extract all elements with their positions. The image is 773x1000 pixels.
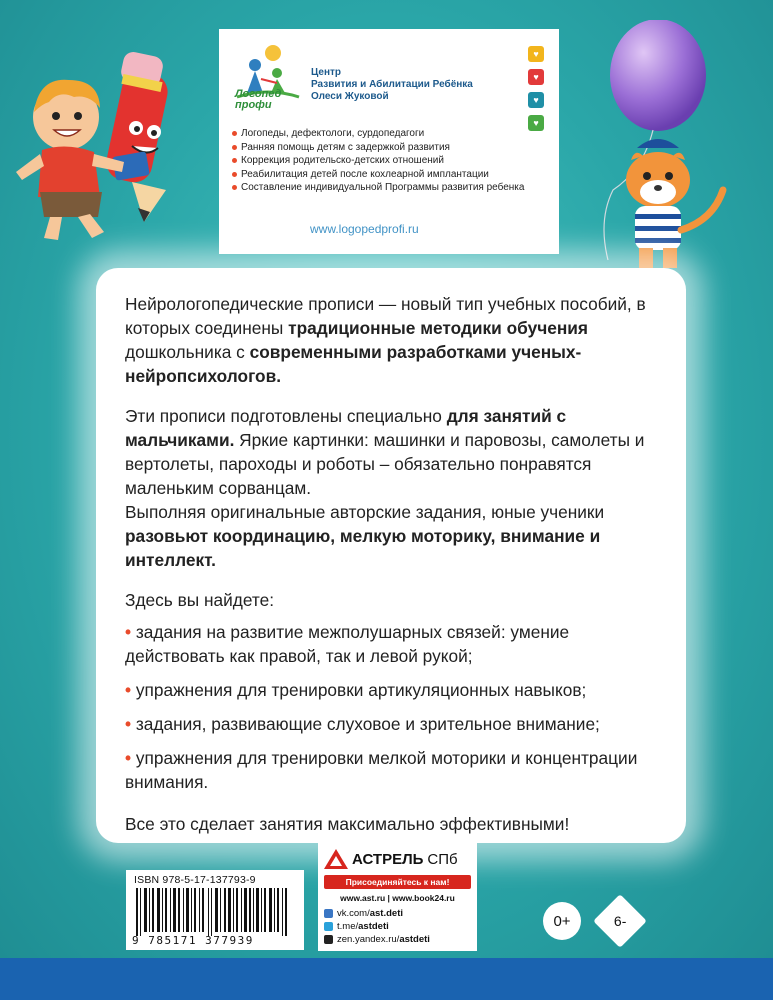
barcode-icon [134,888,294,936]
tiger-character [626,139,723,268]
bullet-item: • задания, развивающие слуховое и зрительное внимание; [125,714,600,734]
tiger-with-balloon-illustration [573,20,773,270]
join-banner: Присоединяйтесь к нам! [324,875,471,889]
service-item: Коррекция родительско-детских отношений [231,154,541,168]
social-links [324,907,471,946]
telegram-icon [324,922,333,931]
bullet-dot-icon: • [125,680,132,700]
bullet-item: • задания на развитие межполушарных связей: умение действовать как правой, так и левой рукой; [125,622,570,666]
social-vk[interactable]: vk.com/ast.deti [324,907,471,920]
publisher-block [318,843,477,951]
heart-icon: ♥ [528,92,544,108]
balloon [610,20,706,131]
publisher-sites[interactable]: www.ast.ru | www.book24.ru [340,893,455,903]
age-rating-diamond-badge: 6- [593,894,647,948]
publisher-name: АСТРЕЛЬ [352,850,424,868]
barcode-digits: 9 785171 377939 [132,934,254,947]
description-text [125,292,665,852]
publisher-logo [324,849,471,869]
center-line-1: Центр [311,67,342,78]
bottom-strip [0,958,773,1000]
center-title [311,67,473,103]
bullet-dot-icon: • [125,622,132,642]
heart-icon: ♥ [528,115,544,131]
boy-character [16,80,124,240]
social-telegram[interactable]: t.me/astdeti [324,920,471,933]
heart-icon: ♥ [528,46,544,62]
zen-icon [324,935,333,944]
center-line-3: Олеси Жуковой [311,91,389,102]
pencil-character [103,50,171,222]
isbn-barcode [126,870,304,950]
bullet-dot-icon: • [125,748,132,768]
social-zen[interactable]: zen.yandex.ru/astdeti [324,933,471,946]
logo-wordmark [235,89,281,111]
services-list [231,127,541,195]
center-line-2: Развития и Абилитации Ребёнка [311,79,473,90]
logo-line-1: Логопед [235,88,282,100]
service-item: Реабилитация детей после кохлеарной имплантации [231,168,541,182]
paragraph-1: Нейрологопедические прописи — новый тип учебных пособий, в которых соединены традиционные методики обучения дошкольника с современными разработками ученых-нейропсихологов. [125,294,646,386]
logo-line-2: профи [235,99,272,111]
boy-with-pencil-illustration [14,42,214,242]
paragraph-3: Выполняя оригинальные авторские задания, юные ученики разовьют координацию, мелкую моторику, внимание и интеллект. [125,502,605,570]
website-link[interactable]: www.logopedprofi.ru [310,222,419,236]
heart-icon: ♥ [528,69,544,85]
astrel-logo-icon [324,849,348,869]
service-item: Составление индивидуальной Программы развития ребенка [231,181,541,195]
isbn-number: ISBN 978-5-17-137793-9 [134,874,256,886]
logoped-profi-info-box [219,29,559,254]
bullet-item: • упражнения для тренировки артикуляционных навыков; [125,680,587,700]
service-item: Логопеды, дефектологи, сурдопедагоги [231,127,541,141]
list-intro: Здесь вы найдете: [125,590,275,610]
service-item: Ранняя помощь детям с задержкой развития [231,141,541,155]
age-rating-round-badge: 0+ [543,902,581,940]
bullet-item: • упражнения для тренировки мелкой моторики и концентрации внимания. [125,748,638,792]
paragraph-2: Эти прописи подготовлены специально для занятий с мальчиками. Яркие картинки: машинки и паровозы, самолеты и вертолеты, пароходы и роботы – обязательно понравятся маленьким сорванцам. [125,406,645,498]
closing-line: Все это сделает занятия максимально эффективными! [125,814,570,834]
bullet-dot-icon: • [125,714,132,734]
publisher-city: СПб [427,850,458,868]
heart-icons [528,46,544,138]
vk-icon [324,909,333,918]
